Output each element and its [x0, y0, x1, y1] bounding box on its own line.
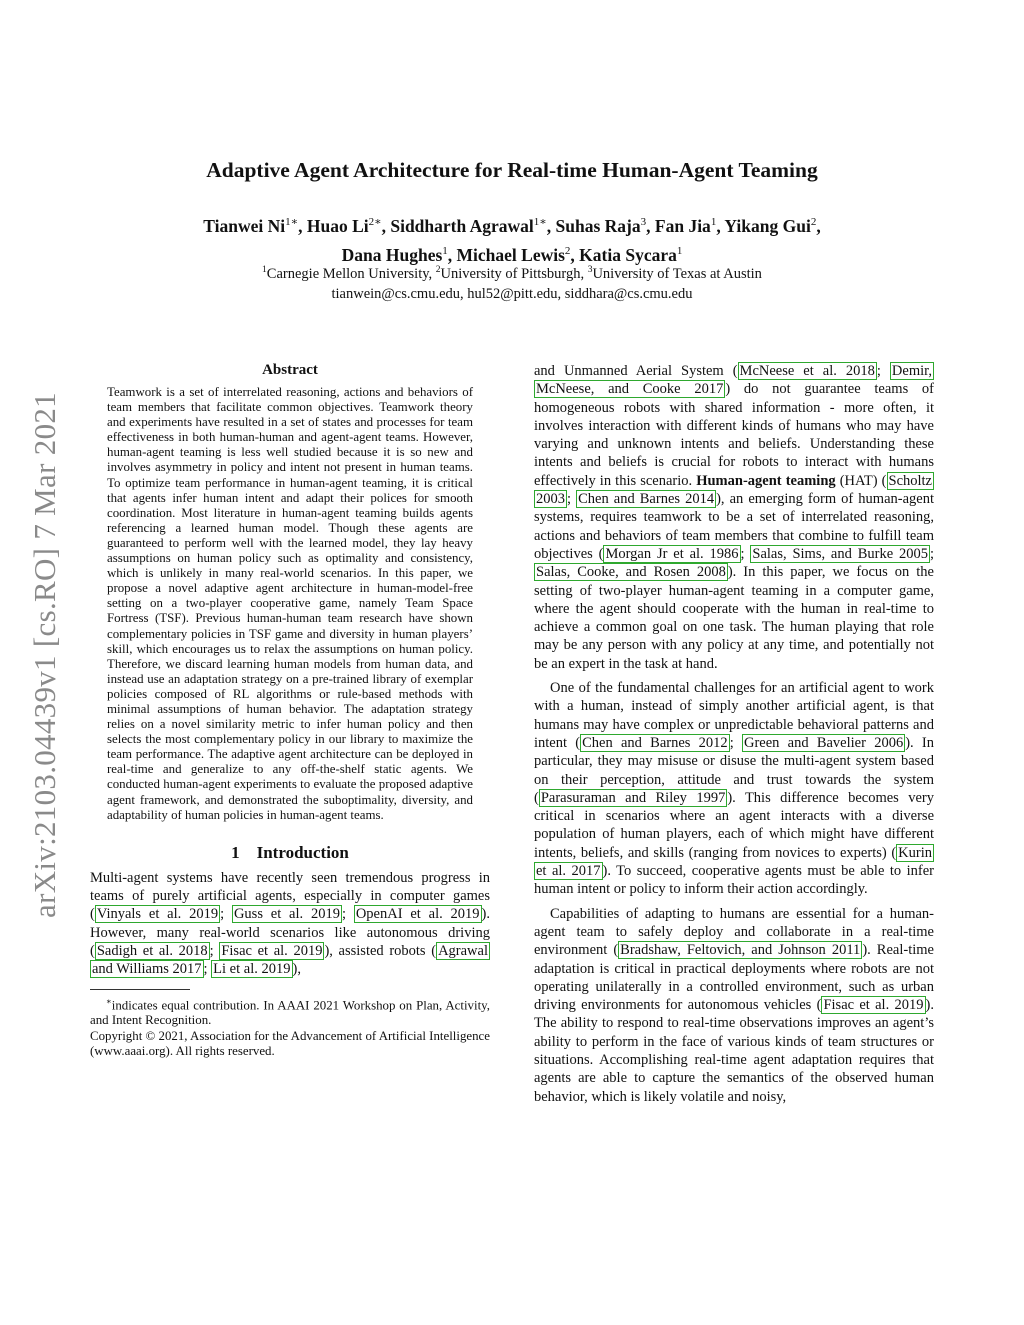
author-list [112, 210, 912, 268]
text-run: ; [220, 906, 232, 923]
affiliation-mark: 3 [587, 265, 593, 275]
text-run: ), [292, 961, 301, 978]
citation-link[interactable]: Morgan Jr et al. 1986 [605, 545, 739, 562]
text-run: ), assisted robots ( [324, 942, 437, 959]
body-paragraph [534, 362, 934, 673]
section-title: Introduction [256, 842, 349, 862]
text-run: ). To succeed, cooperative agents must be able to infer human intent or policy to inform their action accordingly. [534, 863, 934, 898]
affiliation-name: University of Pittsburgh [440, 265, 581, 282]
paper-title: Adaptive Agent Architecture for Real-time Human-Agent Teaming [206, 158, 818, 182]
author-affiliation-mark: 1∗ [533, 216, 547, 228]
text-run: and Unmanned Aerial System ( [534, 363, 738, 379]
citation-link[interactable]: Salas, Cooke, and Rosen 2008 [536, 564, 726, 581]
author-name: Tianwei Ni [203, 215, 286, 236]
footnote-equal-contribution: ∗indicates equal contribution. In AAAI 2021 Workshop on Plan, Activity, and Intent Recognition. [90, 995, 490, 1028]
text-run: ; [203, 961, 212, 978]
author-name: Dana Hughes [341, 244, 443, 265]
body-paragraph [534, 679, 934, 899]
email-line: tianwein@cs.cmu.edu, hul52@pitt.edu, siddhara@cs.cmu.edu [331, 285, 693, 302]
footnotes [90, 994, 490, 1060]
citation-link[interactable]: Vinyals et al. 2019 [96, 906, 219, 923]
author-line: Tianwei $Ni^{1∗}$, Huao $Li^{2∗}$, Siddharth Agrawal$^{1∗}$, Suhas Raja$^3$, Fan Jia$^1$, Yikang Gui$^2$, [203, 215, 821, 236]
citation-link[interactable]: Guss et al. 2019 [233, 906, 340, 923]
affiliation-line: $^1$Carnegie Mellon University, $^2$University of Pittsburgh, $^3$University of Texas at Austin [262, 265, 762, 282]
text-run: ). Real-time adaptation is critical in practical deployments where robots are not operating unilaterally in a controlled environment, such as urban driving environments for autonomous vehicles ( [534, 942, 934, 1014]
citation-link[interactable]: Chen and Barnes 2014 [578, 491, 715, 508]
author-affiliation-mark: 1 [676, 244, 683, 257]
citation-link[interactable]: Li et al. 2019 [213, 961, 291, 978]
text-run: ). The ability to respond to real-time observations improves an agent’s ability to perform in the face of various kinds of team structures or situations. Accomplishing real-time agent adaptation requires that agents are able to capture the semantics of the observed human behavior, which is likely volatile and noisy, [534, 997, 934, 1105]
citation-link[interactable]: Chen and Barnes 2012 [582, 734, 728, 751]
text-run: ), an emerging form of human-agent systems, requires teamwork to be a set of interrelated reasoning, actions and behaviors of team members that combine to fulfill team objectives ( [534, 491, 934, 562]
affiliations [112, 260, 912, 304]
footnote-divider [90, 989, 190, 990]
citation-link[interactable]: Fisac et al. 2019 [221, 942, 323, 959]
abstract-heading: Abstract [262, 362, 318, 378]
text-run: ; [876, 363, 890, 379]
author-affiliation-mark: 3 [640, 216, 647, 228]
affiliation-mark: 2 [435, 265, 441, 275]
text-run: ). In particular, they may misuse or disuse the multi-agent system based on their perception, attitude and trust towards the system ( [534, 734, 934, 806]
citation-link[interactable]: Salas, Sims, and Burke 2005 [752, 545, 928, 562]
arxiv-id: arXiv:2103.04439v1 [cs.RO] 7 Mar 2021 [27, 392, 62, 918]
citation-link[interactable]: OpenAI et al. 2019 [355, 906, 480, 923]
text-run: ; [209, 942, 220, 959]
author-affiliation-mark: 2∗ [368, 216, 382, 228]
citation-link[interactable]: Parasuraman and Riley 1997 [540, 789, 726, 806]
author-name: Michael Lewis [456, 244, 565, 265]
citation-link[interactable]: Kurin et al. 2017 [536, 844, 932, 880]
author-affiliation-mark: 1∗ [285, 216, 299, 228]
author-name: Huao Li [306, 215, 369, 236]
text-run: ). In this paper, we focus on the setting of two-player human-agent teaming in a computer game, where the agent should cooperate with the human in real-time to achieve a common goal on one task. The human playing that role may be any person with any policy at any time, and potentially not be an expert in the task at hand. [534, 564, 934, 672]
footnote-mark: ∗ [106, 995, 112, 1006]
citation-link[interactable]: Sadigh et al. 2018 [96, 942, 208, 959]
text-run: ; [341, 906, 354, 923]
author-line: Dana Hughes$^1$, Michael Lewis$^2$, Katia Sycara$^1$ [341, 244, 683, 265]
text-run: ). However, many real-world scenarios like autonomous driving ( [90, 906, 491, 959]
right-column [534, 362, 934, 1106]
citation-link[interactable]: Green and Bavelier 2006 [743, 734, 904, 751]
author-affiliation-mark: 1 [442, 244, 448, 257]
section-number: 1 [231, 842, 240, 862]
affiliation-name: Carnegie Mellon University [266, 265, 429, 282]
text-run: ) do not guarantee teams of homogeneous robots with shared information - more often, it involves interaction with different kinds of humans who may have varying and unknown intents and beliefs. Understanding these intents and beliefs is crucial for robots to interact with humans effectively in this scenario. [534, 381, 935, 489]
affiliation-mark: 1 [262, 265, 267, 275]
affiliation-name: University of Texas at Austin [592, 265, 762, 282]
arxiv-watermark [20, 360, 70, 950]
citation-link[interactable]: Scholtz 2003 [536, 472, 932, 508]
citation-link[interactable]: Demir, McNeese, and Cooke 2017 [536, 363, 933, 398]
copyright-notice: Copyright © 2021, Association for the Advancement of Artificial Intelligence (www.aaai.org). All rights reserved. [90, 1028, 490, 1059]
text-run: One of the fundamental challenges for an artificial agent to work with a human, instead of simply another artificial agent, is that humans may have complex or unpredictable behavioral patterns and intent ( [534, 680, 934, 751]
text-run: ; [567, 491, 577, 508]
bold-term: Human-agent teaming [696, 472, 836, 489]
intro-paragraph [90, 869, 490, 979]
citation-link[interactable]: McNeese et al. 2018 [739, 363, 875, 379]
citation-link[interactable]: Agrawal and Williams 2017 [92, 942, 488, 978]
text-run: Capabilities of adapting to humans are essential for a human-agent team to safely deploy and collaborate in a real-time environment ( [534, 905, 934, 959]
body-paragraph [534, 905, 934, 1106]
author-affiliation-mark: 2 [564, 244, 571, 257]
author-affiliation-mark: 1 [710, 216, 717, 228]
text-run: ). This difference becomes very critical in scenarios where an agent interacts with a diverse population of human players, each of which might have different intents, beliefs, and skills (ranging from novices to experts) ( [534, 789, 934, 861]
text-run: ; [740, 545, 751, 562]
author-name: Suhas Raja [555, 215, 641, 236]
author-name: Fan Jia [654, 215, 711, 236]
citation-link[interactable]: Fisac et al. 2019 [823, 997, 924, 1014]
abstract-text: Teamwork is a set of interrelated reasoning, actions and behaviors of team members that facilitate common objectives. Teamwork theory and experiments have resulted in a set of states and processes for team effectiveness in both human-human and agent-agent teams. However, human-agent teaming is less well studied because it is so new and involves asymmetry in policy and intent not present in human teams. To optimize team performance in human-agent teaming, it is critical that agents infer human intent and adapt their polices for smooth coordination. Most literature in human-agent teaming builds agents referencing a learned human model. Though these agents are guaranteed to perform well with the learned model, they lay heavy assumptions on human policy such as optimality and consistency, which is unlikely in many real-world scenarios. In this paper, we propose a novel adaptive agent architecture in human-model-free setting on a two-player cooperative game, namely Team Space Fortress (TSF). Previous human-human team research have shown complementary policies in TSF game and diversity in human players’ skill, which encourages us to relax the assumptions on human policy. Therefore, we discard learning human models from human data, and instead use an adaptation strategy on a pre-trained library of exemplar policies composed of RL algorithms or rule-based methods with minimal assumptions of human behavior. The adaptation strategy relies on a novel similarity metric to infer human policy and then selects the most complementary policy in our library to maximize the team performance. The adaptive agent architecture can be deployed in real-time and generalize to any off-the-shelf static agents. We conducted human-agent experiments to evaluate the proposed adaptive agent framework, and demonstrated the suboptimality, diversity, and adaptability of human policies in human-agent teams. [107, 385, 473, 822]
author-name: Katia Sycara [579, 244, 677, 265]
author-affiliation-mark: 2 [810, 216, 817, 228]
text-run: ; [929, 545, 935, 562]
author-name: Siddharth Agrawal [390, 215, 534, 236]
citation-link[interactable]: Bradshaw, Feltovich, and Johnson 2011 [620, 942, 861, 959]
author-name: Yikang Gui [724, 215, 811, 236]
left-column [90, 362, 490, 1060]
text-run: ; [729, 734, 742, 751]
section-heading [90, 843, 490, 863]
text-run: Multi-agent systems have recently seen tremendous progress in teams of purely artificial agents, especially in computer games ( [90, 869, 490, 923]
text-run: (HAT) ( [835, 472, 887, 489]
